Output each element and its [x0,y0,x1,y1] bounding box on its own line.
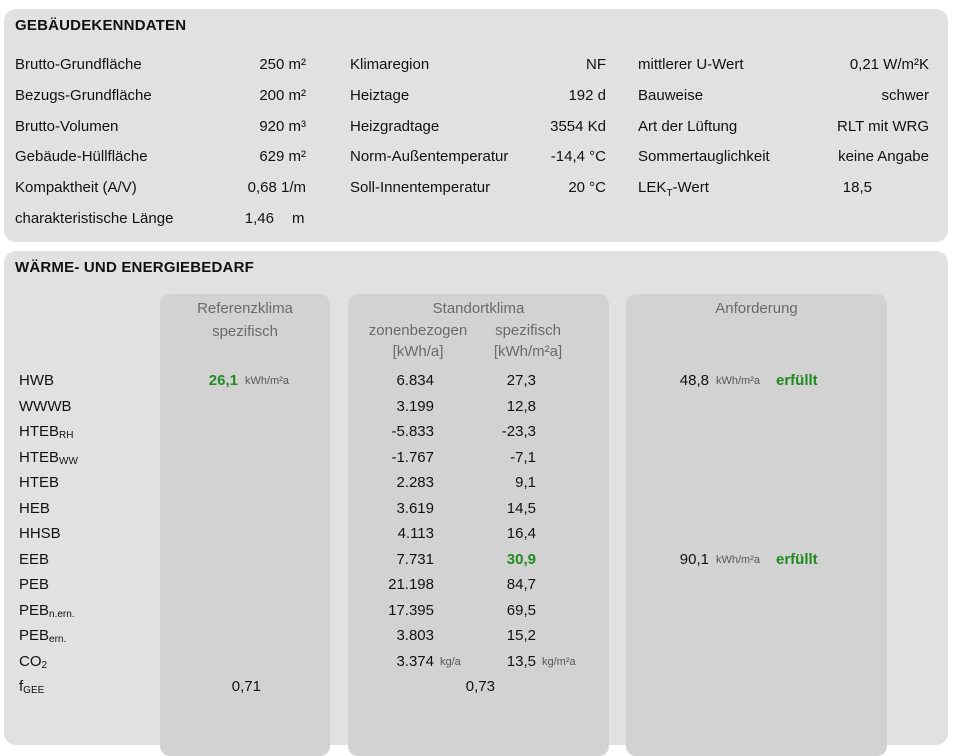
std-zone-value: -5.833 [391,423,434,440]
kenndaten-label: Bezugs-Grundfläche [15,87,152,104]
row-label-main: HTEB [19,474,60,491]
std-zone-header: zonenbezogen [368,322,468,339]
std-spez-value: 27,3 [506,372,536,389]
gebaeudekenndaten-panel [4,9,948,242]
std-zone-value: 3.619 [396,499,434,517]
std-zone-value: 4.113 [397,525,434,542]
ref-unit: kWh/m²a [245,375,289,387]
kenndaten-value: 0,68 1/m [247,179,306,196]
row-label [19,627,66,644]
row-label-main: EEB [19,550,50,568]
kenndaten-value: schwer [881,87,929,104]
kenndaten-label: Norm-Außentemperatur [350,148,509,165]
kenndaten-label: Kompaktheit (A/V) [15,179,137,196]
std-spez-value: 84,7 [506,576,536,593]
std-zone-value: 6.834 [396,372,434,389]
anf-value: 90,1 [679,550,709,568]
std-spez-value: 15,2 [506,627,536,644]
row-label-main: HEB [19,499,50,517]
ref-subheader: spezifisch [212,323,278,340]
row-label [19,398,71,415]
kenndaten-label: Brutto-Volumen [15,118,119,135]
ref-value: 26,1 [208,372,238,389]
row-label [19,423,73,440]
kenndaten-label: mittlerer U-Wert [638,56,744,73]
row-label [19,372,54,389]
std-header: Standortklima [432,300,525,317]
std-spez-value: 69,5 [506,601,536,619]
std-zone-value: 3.374 [396,652,434,670]
ref-header: Referenzklima [197,300,293,317]
row-label [19,551,49,568]
row-label-sub: n.ern. [49,608,75,620]
row-label-main: HTEB [19,448,60,466]
std-zone-value: 3.199 [396,397,434,415]
ref-value: 0,71 [231,678,261,695]
kenndaten-value: 18,5 [842,179,872,196]
kenndaten-value: 629 m² [259,148,306,165]
kenndaten-value: 250 m² [259,56,306,73]
energiebedarf-panel [4,251,948,745]
anf-unit: kWh/m²a [716,553,760,566]
std-zone-unit: [kWh/a] [392,343,444,360]
std-zone-value: -1.767 [391,448,434,466]
row-label-main: HTEB [19,423,60,440]
bedarf-title: WÄRME- UND ENERGIEBEDARF [15,259,254,276]
lek-label-sub: T [666,188,673,199]
row-label-main: PEB [19,576,50,593]
std-spez-value: 9,1 [515,474,536,491]
row-label [19,602,75,619]
row-label-main: CO [19,652,42,670]
std-zone-value: 2.283 [396,474,434,491]
std-spez-value: 30,9 [506,550,536,568]
std-zone-value: 7.731 [396,550,434,568]
kenndaten-label: Heizgradtage [350,118,440,135]
kenndaten-label: Klimaregion [350,56,430,73]
kenndaten-value: 920 m³ [259,118,306,135]
std-spez-value: -23,3 [501,423,536,440]
row-label-main: HWB [19,372,54,389]
anf-value: 48,8 [679,372,709,389]
lek-label-main: LEK [638,179,667,196]
kenndaten-label: Bauweise [638,87,704,104]
anforderung-column [626,294,887,756]
row-label [19,474,59,491]
kenndaten-value: 200 m² [259,87,306,104]
anf-unit: kWh/m²a [716,375,760,387]
kenndaten-title: GEBÄUDEKENNDATEN [15,17,187,34]
std-spez-unit: [kWh/m²a] [493,343,563,360]
kenndaten-value: 3554 Kd [550,118,606,135]
row-label-main: WWWB [19,397,72,415]
row-label-sub: RH [59,430,74,441]
row-label [19,525,61,542]
kenndaten-value: 0,21 W/m²K [849,56,929,73]
row-label-main: PEB [19,627,50,644]
std-spez-value: 13,5 [506,652,536,670]
std-zone-value: 21.198 [388,576,434,593]
status-badge: erfüllt [776,372,818,389]
std-spez-value: 16,4 [506,525,536,542]
row-label-sub: GEE [23,685,45,696]
kenndaten-value: 192 d [568,87,606,104]
row-label-main: f [19,678,24,695]
std-zone-value: 3.803 [396,627,434,644]
kenndaten-label: Soll-Innentemperatur [350,179,491,196]
row-label [19,576,49,593]
anf-header: Anforderung [715,300,798,317]
row-label [19,449,78,466]
status-badge: erfüllt [776,550,818,568]
row-label-sub: WW [59,455,78,467]
std-spez-value: -7,1 [510,448,536,466]
kenndaten-value: 20 °C [568,179,606,196]
std-spez-header: spezifisch [495,322,561,339]
lek-label [638,179,709,199]
kenndaten-label: Gebäude-Hüllfläche [15,148,148,165]
row-label [19,653,47,670]
kenndaten-label: Heiztage [350,87,410,104]
row-label-main: PEB [19,601,50,619]
kenndaten-label: Art der Lüftung [638,118,738,135]
row-label [19,678,44,695]
std-spez-value: 12,8 [506,397,536,415]
row-label-main: HHSB [19,525,61,542]
lek-label-rest: -Wert [672,179,709,196]
kenndaten-label: Brutto-Grundfläche [15,56,142,73]
kenndaten-value: -14,4 °C [550,148,606,165]
kenndaten-label: charakteristische Länge [15,210,174,227]
kenndaten-unit: m [292,210,305,227]
row-label [19,500,50,517]
kenndaten-value: 1,46 [244,210,274,227]
std-zone-value: 17.395 [388,601,434,619]
std-value: 0,73 [465,678,495,695]
std-zone-unit: kg/a [440,655,461,668]
kenndaten-label: Sommertauglichkeit [638,148,770,165]
row-label-sub: 2 [41,659,48,671]
kenndaten-value: RLT mit WRG [837,118,929,135]
kenndaten-value: NF [586,56,606,73]
std-spez-unit: kg/m²a [542,655,576,668]
kenndaten-value: keine Angabe [838,148,929,165]
std-spez-value: 14,5 [506,499,536,517]
row-label-sub: ern. [49,634,67,645]
